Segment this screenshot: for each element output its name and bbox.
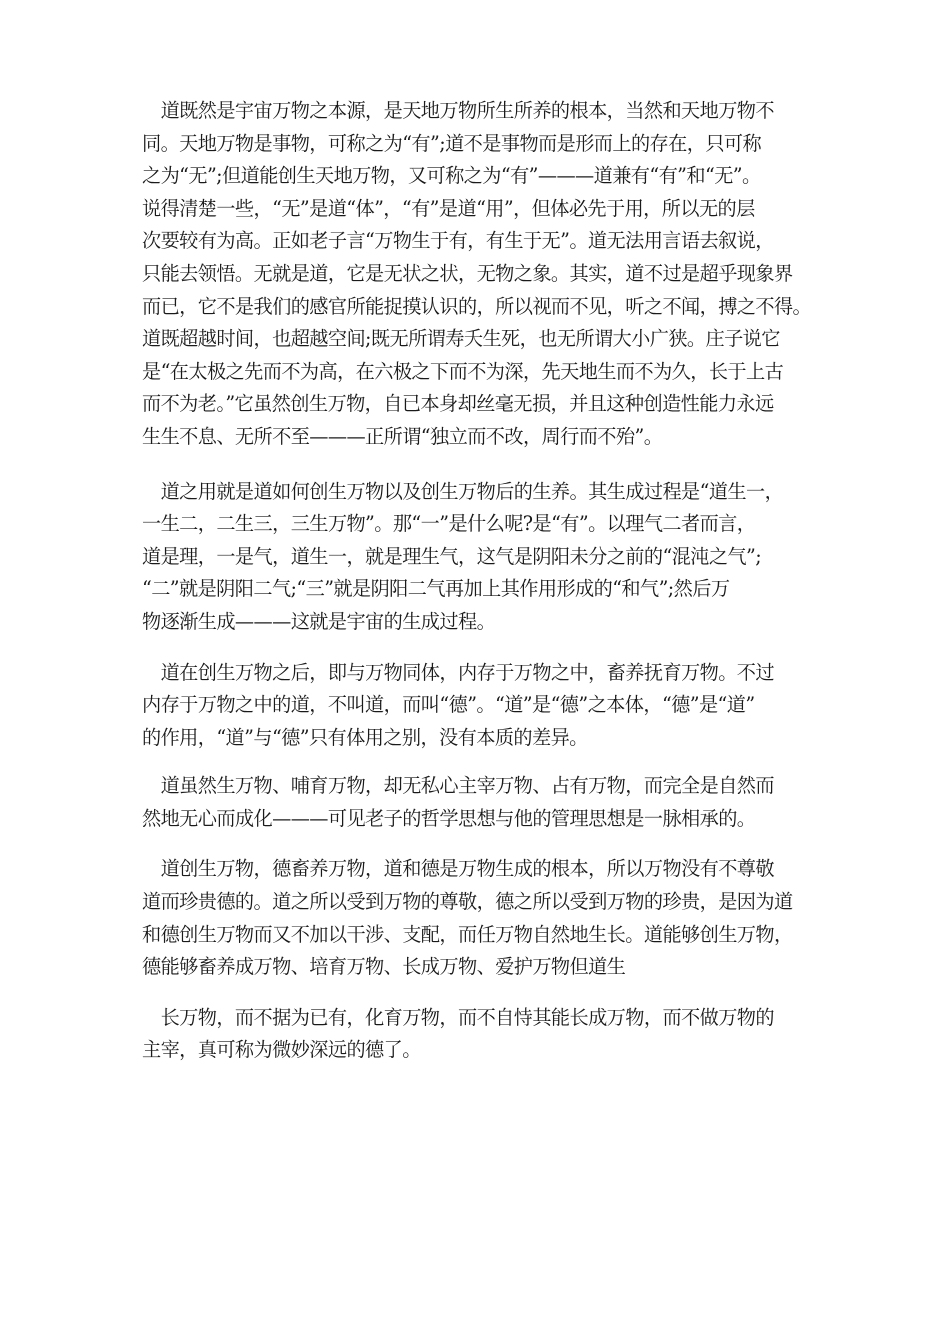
paragraph-1 (142, 95, 814, 454)
text-line: “二”就是阴阳二气;“三”就是阴阳二气再加上其作用形成的“和气”;然后万 (142, 577, 730, 601)
text-line: 长万物，而不据为已有，化育万物，而不自恃其能长成万物，而不做万物的 (142, 1005, 774, 1029)
paragraph-3 (142, 657, 814, 755)
text-line: 只能去领悟。无就是道，它是无状之状，无物之象。其实，道不过是超乎现象界 (142, 261, 793, 285)
text-line: 次要较有为高。正如老子言“万物生于有，有生于无”。道无法用言语去叙说， (142, 229, 774, 253)
text-line: 道而珍贵德的。道之所以受到万物的尊敬，德之所以受到万物的珍贵，是因为道 (142, 890, 793, 914)
text-line: 道创生万物，德畜养万物，道和德是万物生成的根本，所以万物没有不尊敬 (142, 857, 774, 881)
paragraph-spacer (142, 835, 814, 853)
text-line: 道既超越时间，也超越空间;既无所谓寿夭生死，也无所谓大小广狭。庄子说它 (142, 327, 780, 351)
text-line: 然地无心而成化———可见老子的哲学思想与他的管理思想是一脉相承的。 (142, 806, 756, 830)
text-line: 内存于万物之中的道，不叫道，而叫“德”。“道”是“德”之本体，“德”是“道” (142, 693, 755, 717)
text-line: 道虽然生万物、哺育万物，却无私心主宰万物、占有万物，而完全是自然而 (142, 774, 774, 798)
paragraph-spacer (142, 984, 814, 1002)
paragraph-spacer (142, 454, 814, 476)
text-line: 而已，它不是我们的感官所能捉摸认识的，所以视而不见，听之不闻，搏之不得。 (142, 294, 812, 318)
text-line: 同。天地万物是事物，可称之为“有”;道不是事物而是形而上的存在，只可称 (142, 131, 762, 155)
paragraph-4 (142, 770, 814, 835)
paragraph-6 (142, 1002, 814, 1067)
paragraph-spacer (142, 639, 814, 657)
text-line: 一生二，二生三，三生万物”。那“一”是什么呢?是“有”。以理气二者而言， (142, 512, 756, 536)
text-line: 和德创生万物而又不加以干涉、支配，而任万物自然地生长。道能够创生万物， (142, 922, 793, 946)
paragraph-spacer (142, 754, 814, 770)
text-line: 道是理，一是气，道生一，就是理生气，这气是阴阳未分之前的“混沌之气”; (142, 544, 762, 568)
document-body (142, 95, 814, 1067)
text-line: 之为“无”;但道能创生天地万物，又可称之为“有”———道兼有“有”和“无”。 (142, 164, 761, 188)
paragraph-5 (142, 853, 814, 983)
text-line: 道既然是宇宙万物之本源，是天地万物所生所养的根本，当然和天地万物不 (142, 99, 774, 122)
paragraph-2 (142, 476, 814, 639)
text-line: 是“在太极之先而不为高，在六极之下而不为深，先天地生而不为久，长于上古 (142, 359, 784, 383)
text-line: 主宰，真可称为微妙深远的德了。 (142, 1038, 421, 1062)
text-line: 德能够畜养成万物、培育万物、长成万物、爱护万物但道生 (142, 955, 626, 979)
text-line: 而不为老。”它虽然创生万物，自已本身却丝毫无损，并且这种创造性能力永远 (142, 392, 774, 416)
text-line: 道之用就是道如何创生万物以及创生万物后的生养。其生成过程是“道生一， (142, 479, 784, 503)
text-line: 的作用，“道”与“德”只有体用之别，没有本质的差异。 (142, 725, 588, 749)
text-line: 道在创生万物之后，即与万物同体，内存于万物之中，畜养抚育万物。不过 (142, 660, 774, 684)
text-line: 生生不息、无所不至———正所谓“独立而不改，周行而不殆”。 (142, 424, 663, 448)
text-line: 物逐渐生成———这就是宇宙的生成过程。 (142, 609, 496, 633)
text-line: 说得清楚一些，“无”是道“体”，“有”是道“用”，但体必先于用，所以无的层 (142, 196, 755, 220)
